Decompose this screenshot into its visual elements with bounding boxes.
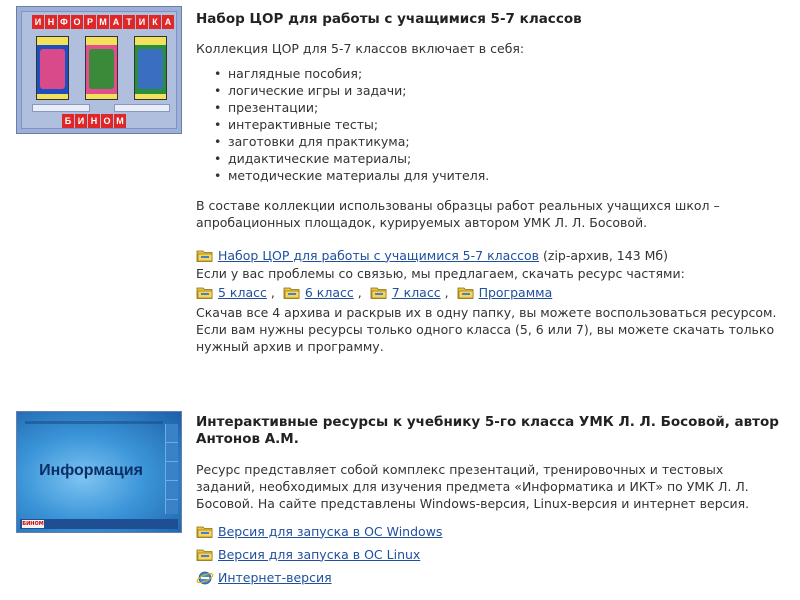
- archive-note: Скачав все 4 архива и раскрыв их в одну папку, вы можете воспользоваться ресурсом.: [196, 305, 777, 320]
- item-intro: Коллекция ЦОР для 5-7 классов включает в себя:: [196, 41, 525, 56]
- folder-icon: [283, 285, 301, 300]
- collection-thumbnail-image[interactable]: [16, 6, 182, 134]
- main-download-row: [196, 245, 786, 265]
- folder-icon: [196, 285, 214, 300]
- resource-list: [196, 65, 786, 184]
- thumbnail-title-tiles: [32, 15, 174, 31]
- title-tile: А: [110, 15, 122, 29]
- thumbnail-label: Информация: [39, 462, 143, 479]
- ie-icon: [196, 570, 214, 585]
- title-tile: О: [71, 15, 83, 29]
- list-item: • логические игры и задачи;: [228, 82, 786, 99]
- interactive-resource-thumbnail-image[interactable]: [16, 411, 182, 533]
- list-item: • интерактивные тесты;: [228, 116, 786, 133]
- windows-version-row: [196, 521, 786, 541]
- publisher-logo: БИНОМ: [22, 521, 44, 527]
- download-grade-6-link[interactable]: 6 класс: [304, 284, 354, 300]
- thumbnail-control-bar: [32, 104, 90, 112]
- item-title: Набор ЦОР для работы с учащимися 5-7 классов: [196, 11, 582, 27]
- folder-icon: [196, 547, 214, 562]
- publisher-tile: О: [101, 114, 113, 128]
- title-tile: Р: [84, 15, 96, 29]
- thumbnail-control-bar: [114, 104, 170, 112]
- folder-icon: [457, 285, 475, 300]
- publisher-tile: Н: [88, 114, 100, 128]
- list-item: • заготовки для практикума;: [228, 133, 786, 150]
- list-item: • дидактические материалы;: [228, 150, 786, 167]
- title-tile: И: [32, 15, 44, 29]
- list-item: • наглядные пособия;: [228, 65, 786, 82]
- title-tile: Т: [123, 15, 135, 29]
- title-tile: Н: [45, 15, 57, 29]
- single-grade-note: Если вам нужны ресурсы только одного класса (5, 6 или 7), вы можете скачать только нужный архив и программу.: [196, 322, 775, 354]
- separator: ,: [270, 284, 275, 300]
- collection-item-2: [196, 414, 786, 587]
- publisher-tile: М: [114, 114, 126, 128]
- download-program-link[interactable]: Программа: [478, 284, 553, 300]
- download-grade-7-link[interactable]: 7 класс: [391, 284, 441, 300]
- part-links-row: [196, 282, 786, 302]
- windows-version-link[interactable]: Версия для запуска в ОС Windows: [218, 523, 443, 539]
- title-tile: И: [136, 15, 148, 29]
- thumbnail-side-tabs: [165, 424, 178, 514]
- linux-version-row: [196, 544, 786, 564]
- thumbnail-publisher-tiles: [62, 114, 126, 128]
- internet-version-link[interactable]: Интернет-версия: [218, 569, 332, 585]
- separator: ,: [357, 284, 362, 300]
- item-title: Интерактивные ресурсы к учебнику 5-го класса УМК Л. Л. Босовой, автор Антонов А.М.: [196, 414, 779, 447]
- item-description: Ресурс представляет собой комплекс презентаций, тренировочных и тестовых заданий, необходимых для изучения предмета «Информатика и ИКТ» по УМК Л. Л. Босовой. На сайте представлены Windows-версия, Linux-версия и интернет версия.: [196, 462, 750, 511]
- title-tile: К: [149, 15, 161, 29]
- internet-version-row: [196, 567, 786, 587]
- title-tile: А: [162, 15, 174, 29]
- archive-size-note: (zip-архив, 143 Мб): [539, 247, 669, 263]
- folder-icon: [370, 285, 388, 300]
- thumbnail-header-strip: [25, 421, 163, 424]
- list-item: • методические материалы для учителя.: [228, 167, 786, 184]
- folder-icon: [196, 248, 214, 263]
- thumbnail-frame: [21, 11, 177, 129]
- problems-text: Если у вас проблемы со связью, мы предлагаем, скачать ресурс частями:: [196, 266, 685, 281]
- folder-icon: [196, 524, 214, 539]
- separator: ,: [444, 284, 449, 300]
- title-tile: Ф: [58, 15, 70, 29]
- textbook-cover-5: [36, 36, 69, 100]
- title-tile: М: [97, 15, 109, 29]
- download-grade-5-link[interactable]: 5 класс: [218, 284, 267, 300]
- publisher-tile: И: [75, 114, 87, 128]
- collection-item-1: [196, 11, 786, 355]
- textbook-cover-7: [134, 36, 167, 100]
- textbook-cover-6: [85, 36, 118, 100]
- publisher-tile: Б: [62, 114, 74, 128]
- linux-version-link[interactable]: Версия для запуска в ОС Linux: [218, 546, 421, 562]
- composition-text: В составе коллекции использованы образцы работ реальных учащихся школ – апробационных площадок, курируемых автором УМК Л. Л. Босовой.: [196, 198, 720, 230]
- list-item: • презентации;: [228, 99, 786, 116]
- download-full-archive-link[interactable]: Набор ЦОР для работы с учащимися 5-7 классов: [218, 247, 540, 263]
